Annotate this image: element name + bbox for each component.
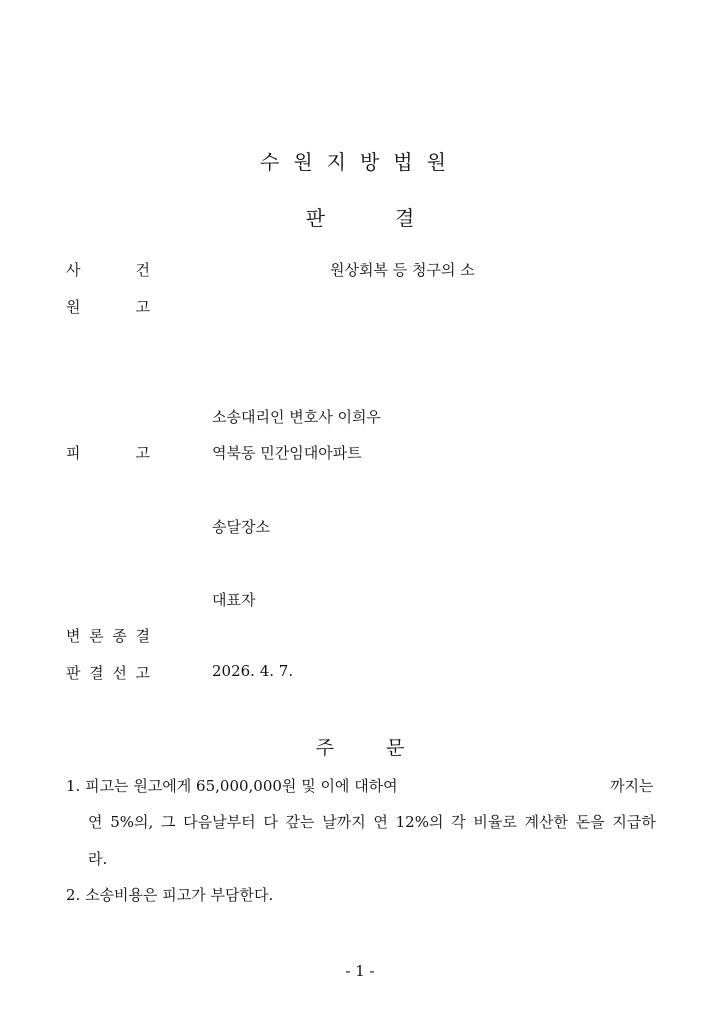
order-item-2: 2. 소송비용은 피고가 부담한다. bbox=[66, 886, 274, 904]
word: 계산한 bbox=[524, 813, 569, 831]
representative: 대표자 bbox=[212, 591, 256, 609]
word: 연 bbox=[373, 813, 388, 831]
order-item-1-line-1: 1. 피고는 원고에게 65,000,000원 및 이에 대하여 bbox=[66, 777, 398, 795]
plaintiff-label-char: 원 bbox=[66, 298, 81, 316]
case-label bbox=[66, 259, 150, 280]
case-name: 원상회복 등 청구의 소 bbox=[330, 261, 475, 279]
defendant-label-char: 고 bbox=[135, 444, 150, 462]
judgment-date: 2026. 4. 7. bbox=[212, 662, 294, 680]
judgment-label-char: 결 bbox=[89, 664, 104, 682]
judgment-label-char: 선 bbox=[112, 664, 127, 682]
court-name: 수원지방법원 bbox=[260, 150, 460, 174]
word: 연 bbox=[88, 813, 103, 831]
word: 갚는 bbox=[285, 813, 315, 831]
page-number: - 1 - bbox=[345, 962, 375, 980]
order-item-1-line-1-right: 까지는 bbox=[610, 777, 654, 795]
word: 다음날부터 bbox=[183, 813, 256, 831]
closing-label-char: 론 bbox=[89, 627, 104, 645]
defendant-name: 역북동 민간임대아파트 bbox=[212, 444, 362, 462]
judgment-label bbox=[66, 662, 150, 683]
case-label-char: 건 bbox=[135, 261, 150, 279]
word: 다 bbox=[263, 813, 278, 831]
word: 지급하 bbox=[612, 813, 656, 831]
defendant-label bbox=[66, 442, 150, 463]
closing-label bbox=[66, 625, 150, 646]
word: 12%의 bbox=[395, 813, 444, 831]
case-label-char: 사 bbox=[66, 261, 81, 279]
plaintiff-counsel: 소송대리인 변호사 이희우 bbox=[212, 408, 381, 426]
word: 돈을 bbox=[575, 813, 605, 831]
order-heading: 주문 bbox=[315, 737, 457, 759]
word: 그 bbox=[160, 813, 176, 831]
judgment-label-char: 판 bbox=[66, 664, 81, 682]
word: 비율로 bbox=[473, 813, 517, 831]
word: 5%의, bbox=[110, 813, 154, 831]
plaintiff-label-char: 고 bbox=[135, 298, 150, 316]
order-item-1-line-3: 라. bbox=[88, 850, 108, 868]
closing-label-char: 종 bbox=[112, 627, 127, 645]
closing-label-char: 변 bbox=[66, 627, 81, 645]
word: 각 bbox=[451, 813, 466, 831]
judgment-label-char: 고 bbox=[135, 664, 150, 682]
defendant-label-char: 피 bbox=[66, 444, 81, 462]
delivery-place: 송달장소 bbox=[212, 518, 270, 536]
word: 날까지 bbox=[322, 813, 366, 831]
document-title: 판결 bbox=[305, 206, 485, 230]
order-item-1-line-2 bbox=[88, 811, 656, 832]
closing-label-char: 결 bbox=[135, 627, 150, 645]
plaintiff-label bbox=[66, 296, 150, 317]
